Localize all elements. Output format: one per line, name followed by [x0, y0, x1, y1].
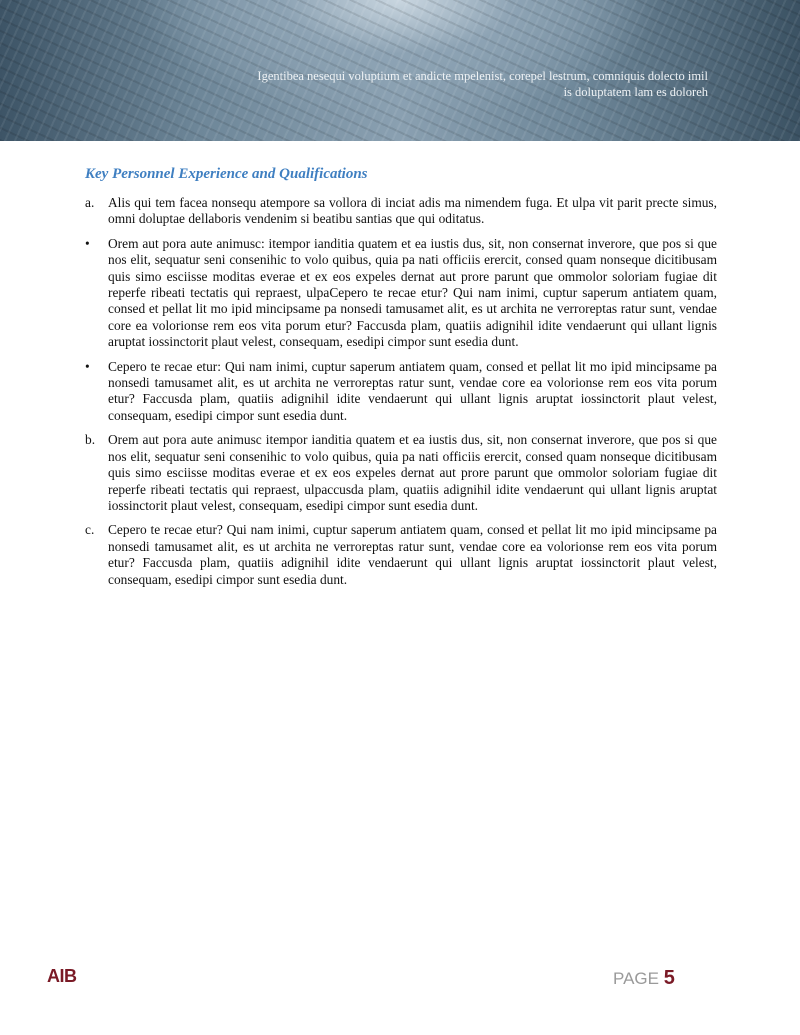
qualifications-list — [85, 195, 717, 596]
list-item — [85, 195, 717, 228]
list-marker: c. — [85, 522, 95, 538]
banner-line-2: is doluptatem lam es doloreh — [563, 85, 708, 99]
list-item — [85, 359, 717, 425]
list-item — [85, 432, 717, 514]
section-heading: Key Personnel Experience and Qualifications — [85, 166, 368, 182]
list-item-text: Alis qui tem facea nonsequ atempore sa vollora di inciat adis ma nimendem fuga. Et ulpa vit parit precte simus, omni doluptae dellaboris vendenim si beatibu santias que qui oditatus. — [108, 195, 717, 227]
list-marker: a. — [85, 195, 95, 210]
page-label: PAGE — [613, 969, 659, 988]
page-number — [613, 967, 675, 990]
header-banner — [0, 0, 800, 141]
list-marker: • — [85, 235, 90, 251]
list-marker: b. — [85, 432, 96, 448]
list-item-text: Cepero te recae etur? Qui nam inimi, cuptur saperum antiatem quam, consed et pellat lit mo ipid mincipsame pa nonsedi tamusamet alit, es ut archita ne verroreptas ratur sunt, vendae core ea volorionse rem eos vita porum etur? Faccusda plam, quatiis adignihil idite vendaerunt qui ullant lignis aruptat iossinctorit plaut velest, consequam, esedipi cimpor sunt esedia dunt. — [108, 522, 717, 587]
list-item-text: Orem aut pora aute animusc: itempor ianditia quatem et ea iustis dus, sit, non consernat inverore, que pos si que nos elit, sequatur seni consenihic to volo quibus, quia pa nati officiis erercit, consed quam nonseque dicitibusam quis simo esciisse moditas everae et ex eos expeles dernat aut prore parunt que ommolor soloriam fugiae dit reperfe ribeati tectatis qui repraest, ulpaCepero te recae etur? Qui nam inimi, cuptur saperum antiatem quam, consed et pellat lit mo ipid mincipsame pa nonsedi tamusamet alit, es ut archita ne verroreptas ratur sunt, vendae core ea volorionse rem eos vita porum etur? Faccusda plam, quatiis adignihil idite vendaerunt qui ullant lignis aruptat iossinctorit plaut velest, consequam, esedipi cimpor sunt esedia dunt. — [108, 235, 717, 350]
list-item — [85, 236, 717, 351]
list-item — [85, 522, 717, 588]
footer-logo: AIB — [47, 966, 77, 986]
list-marker: • — [85, 358, 90, 374]
banner-tagline — [188, 68, 708, 100]
page-number-value: 5 — [663, 967, 675, 989]
list-item-text: Cepero te recae etur: Qui nam inimi, cuptur saperum antiatem quam, consed et pellat lit mo ipid mincipsame pa nonsedi tamusamet alit, es ut archita ne verroreptas ratur sunt, vendae core ea volorionse rem eos vita porum etur? Faccusda plam, quatiis adignihil idite vendaerunt qui ullant lignis aruptat iossinctorit plaut velest, consequam, esedipi cimpor sunt esedia dunt. — [108, 358, 717, 423]
banner-line-1: Igentibea nesequi voluptium et andicte mpelenist, corepel lestrum, comniquis dolecto imil — [257, 69, 708, 83]
list-item-text: Orem aut pora aute animusc itempor ianditia quatem et ea iustis dus, sit, non consernat inverore, que pos si que nos elit, sequatur seni consenihic to volo quibus, quia pa nati officiis erercit, consed quam nonseque dicitibusam quis simo esciisse moditas everae et ex eos expeles dernat aut prore parunt que ommolor soloriam fugiae dit reperfe ribeati tectatis qui repraest, ulpaccusda plam, quatiis adignihil idite vendaerunt qui ullant lignis aruptat iossinctorit plaut velest, consequam, esedipi cimpor sunt esedia dunt. — [108, 432, 717, 513]
